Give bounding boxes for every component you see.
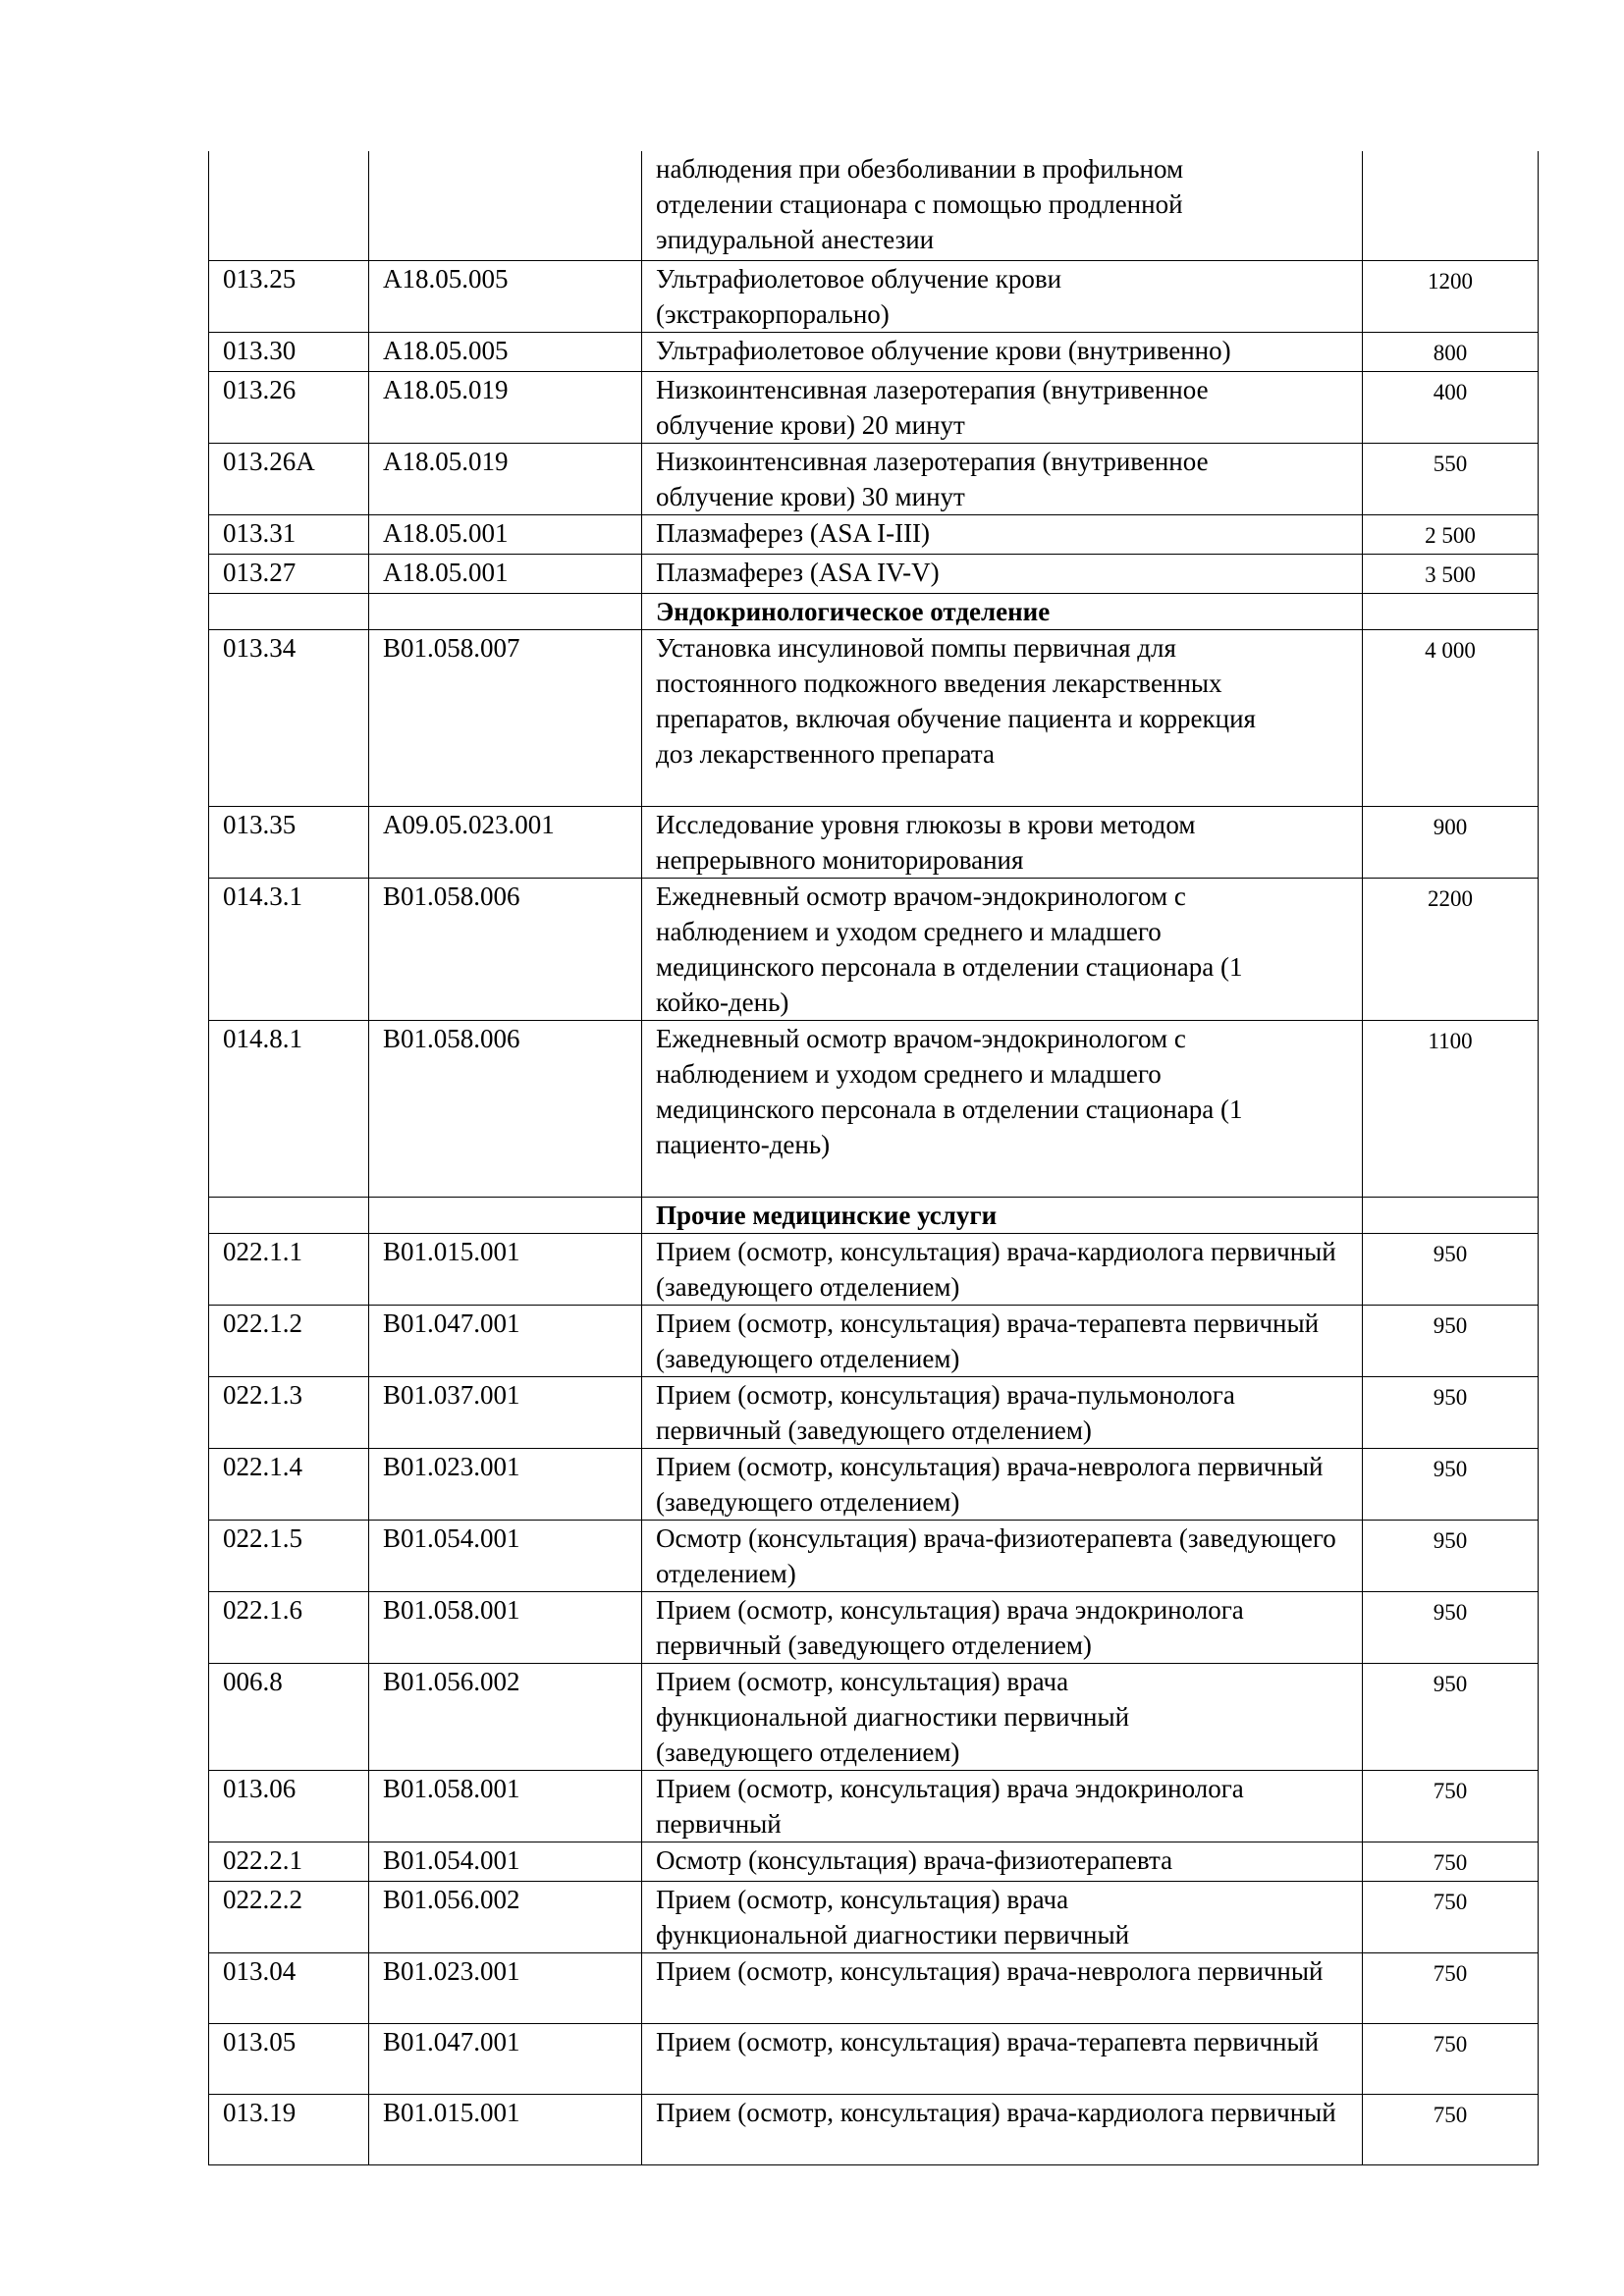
table-row bbox=[209, 1770, 1539, 1842]
service-name-cell: Низкоинтенсивная лазеротерапия (внутривенное облучение крови) 20 минут bbox=[642, 371, 1363, 443]
price-cell: 900 bbox=[1363, 806, 1539, 878]
service-name-cell: Прием (осмотр, консультация) врача эндокринолога первичный (заведующего отделением) bbox=[642, 1591, 1363, 1663]
price-cell: 750 bbox=[1363, 2023, 1539, 2094]
service-name-cell: Низкоинтенсивная лазеротерапия (внутривенное облучение крови) 30 минут bbox=[642, 443, 1363, 514]
service-code-cell: B01.047.001 bbox=[369, 1305, 642, 1376]
service-code-cell: B01.023.001 bbox=[369, 1448, 642, 1520]
table-row bbox=[209, 2094, 1539, 2164]
service-number-cell bbox=[209, 593, 369, 629]
service-code-cell: B01.047.001 bbox=[369, 2023, 642, 2094]
service-number-cell: 013.27 bbox=[209, 554, 369, 593]
service-code-cell: B01.015.001 bbox=[369, 2094, 642, 2164]
service-number-cell: 022.1.3 bbox=[209, 1376, 369, 1448]
price-cell: 2 500 bbox=[1363, 514, 1539, 554]
service-code-cell: B01.058.001 bbox=[369, 1591, 642, 1663]
service-name-cell: Прием (осмотр, консультация) врача-терапевта первичный (заведующего отделением) bbox=[642, 1305, 1363, 1376]
table-row bbox=[209, 1020, 1539, 1197]
service-name-cell: Ультрафиолетовое облучение крови (экстракорпорально) bbox=[642, 260, 1363, 332]
service-name-cell: Ежедневный осмотр врачом-эндокринологом с наблюдением и уходом среднего и младшего медицинского персонала в отделении стационара (1 койко-день) bbox=[642, 878, 1363, 1020]
service-number-cell: 022.1.4 bbox=[209, 1448, 369, 1520]
service-code-cell: B01.054.001 bbox=[369, 1520, 642, 1591]
service-number-cell bbox=[209, 1197, 369, 1233]
table-row bbox=[209, 1881, 1539, 1952]
table-row bbox=[209, 332, 1539, 371]
service-name-cell: Осмотр (консультация) врача-физиотерапевта (заведующего отделением) bbox=[642, 1520, 1363, 1591]
service-name-cell: Установка инсулиновой помпы первичная для постоянного подкожного введения лекарственных препаратов, включая обучение пациента и коррекция доз лекарственного препарата bbox=[642, 629, 1363, 806]
service-number-cell: 013.30 bbox=[209, 332, 369, 371]
price-cell: 950 bbox=[1363, 1663, 1539, 1770]
section-title: Эндокринологическое отделение bbox=[642, 593, 1363, 629]
section-row bbox=[209, 593, 1539, 629]
service-name-cell: Прием (осмотр, консультация) врача функциональной диагностики первичный (заведующего отделением) bbox=[642, 1663, 1363, 1770]
service-number-cell: 013.05 bbox=[209, 2023, 369, 2094]
service-code-cell: B01.058.006 bbox=[369, 878, 642, 1020]
service-number-cell: 022.1.6 bbox=[209, 1591, 369, 1663]
service-number-cell: 013.26 bbox=[209, 371, 369, 443]
price-cell: 750 bbox=[1363, 2094, 1539, 2164]
price-cell bbox=[1363, 1197, 1539, 1233]
service-code-cell: A18.05.005 bbox=[369, 260, 642, 332]
service-code-cell: A18.05.001 bbox=[369, 514, 642, 554]
service-number-cell: 013.19 bbox=[209, 2094, 369, 2164]
service-name-cell: Прием (осмотр, консультация) врача-невролога первичный bbox=[642, 1952, 1363, 2023]
price-cell: 2200 bbox=[1363, 878, 1539, 1020]
service-name-cell: Прием (осмотр, консультация) врача-терапевта первичный bbox=[642, 2023, 1363, 2094]
service-name-cell: Ежедневный осмотр врачом-эндокринологом с наблюдением и уходом среднего и младшего медицинского персонала в отделении стационара (1 пациенто-день) bbox=[642, 1020, 1363, 1197]
service-number-cell: 013.06 bbox=[209, 1770, 369, 1842]
service-code-cell: B01.054.001 bbox=[369, 1842, 642, 1881]
service-number-cell: 022.2.1 bbox=[209, 1842, 369, 1881]
service-number-cell: 013.25 bbox=[209, 260, 369, 332]
service-number-cell: 013.34 bbox=[209, 629, 369, 806]
service-number-cell: 013.04 bbox=[209, 1952, 369, 2023]
price-cell: 950 bbox=[1363, 1520, 1539, 1591]
section-row bbox=[209, 1197, 1539, 1233]
price-cell: 950 bbox=[1363, 1591, 1539, 1663]
table-row bbox=[209, 1591, 1539, 1663]
service-number-cell: 022.2.2 bbox=[209, 1881, 369, 1952]
service-number-cell: 014.3.1 bbox=[209, 878, 369, 1020]
service-name-cell: Прием (осмотр, консультация) врача-кардиолога первичный (заведующего отделением) bbox=[642, 1233, 1363, 1305]
service-number-cell: 013.31 bbox=[209, 514, 369, 554]
service-number-cell: 022.1.1 bbox=[209, 1233, 369, 1305]
service-code-cell: B01.056.002 bbox=[369, 1881, 642, 1952]
price-cell: 3 500 bbox=[1363, 554, 1539, 593]
service-name-cell: Прием (осмотр, консультация) врача функциональной диагностики первичный bbox=[642, 1881, 1363, 1952]
price-cell: 4 000 bbox=[1363, 629, 1539, 806]
table-row bbox=[209, 260, 1539, 332]
price-cell: 750 bbox=[1363, 1881, 1539, 1952]
price-cell: 750 bbox=[1363, 1952, 1539, 2023]
service-number-cell: 022.1.2 bbox=[209, 1305, 369, 1376]
table-row bbox=[209, 878, 1539, 1020]
price-cell bbox=[1363, 151, 1539, 260]
table-row bbox=[209, 629, 1539, 806]
table-row bbox=[209, 371, 1539, 443]
table-row bbox=[209, 1305, 1539, 1376]
service-code-cell: A18.05.001 bbox=[369, 554, 642, 593]
table-row bbox=[209, 443, 1539, 514]
service-code-cell bbox=[369, 151, 642, 260]
service-number-cell bbox=[209, 151, 369, 260]
price-table bbox=[208, 151, 1539, 2165]
price-cell: 750 bbox=[1363, 1770, 1539, 1842]
service-name-cell: Осмотр (консультация) врача-физиотерапевта bbox=[642, 1842, 1363, 1881]
price-cell bbox=[1363, 593, 1539, 629]
price-table-body bbox=[209, 151, 1539, 2164]
service-code-cell: B01.037.001 bbox=[369, 1376, 642, 1448]
service-code-cell: B01.015.001 bbox=[369, 1233, 642, 1305]
table-row bbox=[209, 2023, 1539, 2094]
service-number-cell: 013.35 bbox=[209, 806, 369, 878]
table-row bbox=[209, 554, 1539, 593]
service-number-cell: 014.8.1 bbox=[209, 1020, 369, 1197]
table-row bbox=[209, 1376, 1539, 1448]
table-row bbox=[209, 1663, 1539, 1770]
price-cell: 950 bbox=[1363, 1448, 1539, 1520]
service-code-cell: B01.058.001 bbox=[369, 1770, 642, 1842]
section-title: Прочие медицинские услуги bbox=[642, 1197, 1363, 1233]
service-name-cell: Прием (осмотр, консультация) врача-невролога первичный (заведующего отделением) bbox=[642, 1448, 1363, 1520]
service-code-cell: A18.05.019 bbox=[369, 443, 642, 514]
price-cell: 950 bbox=[1363, 1305, 1539, 1376]
service-code-cell: B01.023.001 bbox=[369, 1952, 642, 2023]
price-cell: 550 bbox=[1363, 443, 1539, 514]
service-name-cell: Плазмаферез (ASA IV-V) bbox=[642, 554, 1363, 593]
price-cell: 750 bbox=[1363, 1842, 1539, 1881]
table-row bbox=[209, 1952, 1539, 2023]
service-code-cell: A18.05.019 bbox=[369, 371, 642, 443]
table-row bbox=[209, 806, 1539, 878]
service-code-cell: B01.058.007 bbox=[369, 629, 642, 806]
price-cell: 950 bbox=[1363, 1233, 1539, 1305]
service-code-cell: B01.056.002 bbox=[369, 1663, 642, 1770]
service-number-cell: 013.26А bbox=[209, 443, 369, 514]
price-cell: 950 bbox=[1363, 1376, 1539, 1448]
service-name-cell: Ультрафиолетовое облучение крови (внутривенно) bbox=[642, 332, 1363, 371]
service-number-cell: 022.1.5 bbox=[209, 1520, 369, 1591]
price-cell: 400 bbox=[1363, 371, 1539, 443]
service-number-cell: 006.8 bbox=[209, 1663, 369, 1770]
service-code-cell bbox=[369, 1197, 642, 1233]
service-name-cell: Плазмаферез (ASA I-III) bbox=[642, 514, 1363, 554]
service-name-cell: наблюдения при обезболивании в профильном отделении стационара с помощью продленной эпидуральной анестезии bbox=[642, 151, 1363, 260]
service-name-cell: Исследование уровня глюкозы в крови методом непрерывного мониторирования bbox=[642, 806, 1363, 878]
table-row bbox=[209, 1448, 1539, 1520]
service-name-cell: Прием (осмотр, консультация) врача-пульмонолога первичный (заведующего отделением) bbox=[642, 1376, 1363, 1448]
price-cell: 1100 bbox=[1363, 1020, 1539, 1197]
price-cell: 1200 bbox=[1363, 260, 1539, 332]
price-cell: 800 bbox=[1363, 332, 1539, 371]
table-row bbox=[209, 514, 1539, 554]
table-row bbox=[209, 151, 1539, 260]
table-row bbox=[209, 1842, 1539, 1881]
service-code-cell bbox=[369, 593, 642, 629]
service-name-cell: Прием (осмотр, консультация) врача-кардиолога первичный bbox=[642, 2094, 1363, 2164]
service-code-cell: B01.058.006 bbox=[369, 1020, 642, 1197]
table-row bbox=[209, 1520, 1539, 1591]
service-code-cell: A09.05.023.001 bbox=[369, 806, 642, 878]
table-row bbox=[209, 1233, 1539, 1305]
service-code-cell: A18.05.005 bbox=[369, 332, 642, 371]
service-name-cell: Прием (осмотр, консультация) врача эндокринолога первичный bbox=[642, 1770, 1363, 1842]
